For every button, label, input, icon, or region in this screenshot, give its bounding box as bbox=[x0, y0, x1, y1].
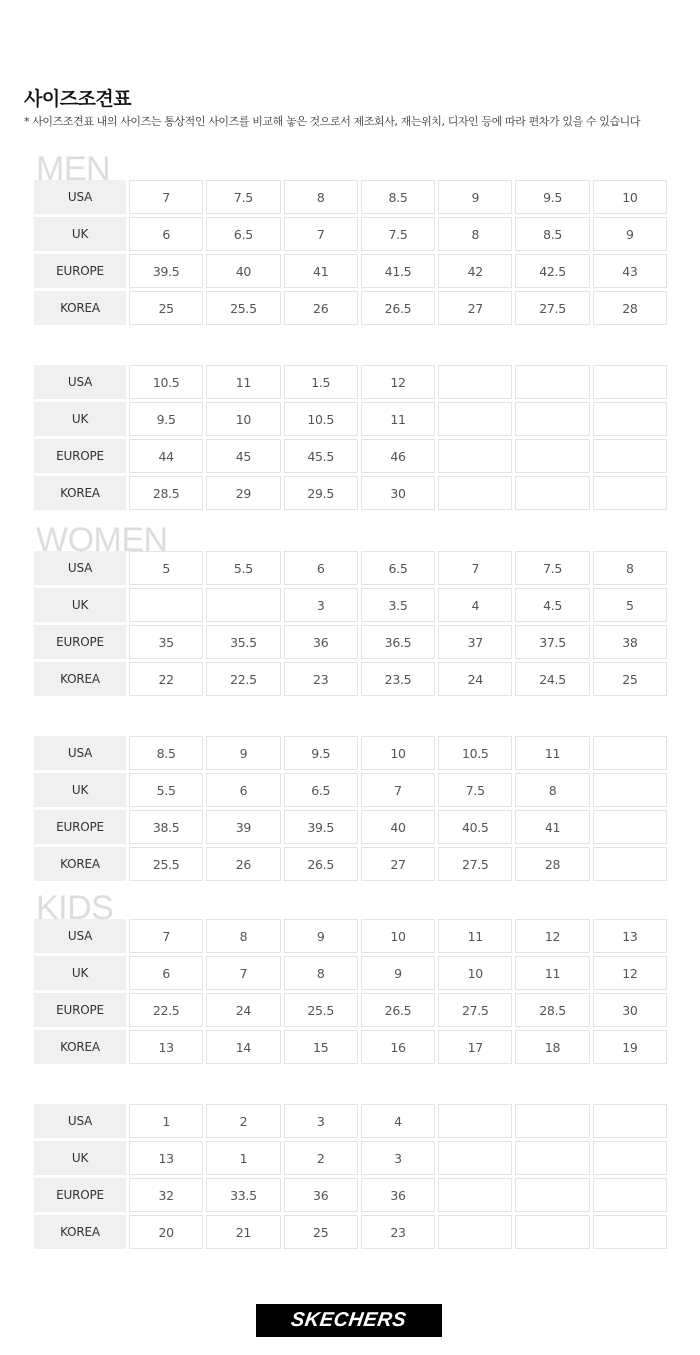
size-cell: 2 bbox=[206, 1104, 280, 1138]
size-cell: 1 bbox=[129, 1104, 203, 1138]
size-cell bbox=[438, 1104, 512, 1138]
size-cell: 11 bbox=[515, 956, 589, 990]
size-cell: 27.5 bbox=[438, 847, 512, 881]
size-cell: 10 bbox=[361, 736, 435, 770]
size-cell: 13 bbox=[129, 1030, 203, 1064]
size-cell: 8 bbox=[593, 551, 667, 585]
size-cell: 13 bbox=[129, 1141, 203, 1175]
size-cell: 41 bbox=[284, 254, 358, 288]
size-cell: 24 bbox=[206, 993, 280, 1027]
size-cell: 29.5 bbox=[284, 476, 358, 510]
size-cell: 6.5 bbox=[284, 773, 358, 807]
size-cell: 11 bbox=[438, 919, 512, 953]
size-cell: 6.5 bbox=[361, 551, 435, 585]
size-cell: 28 bbox=[515, 847, 589, 881]
size-cell: 1.5 bbox=[284, 365, 358, 399]
size-cell bbox=[438, 402, 512, 436]
size-cell bbox=[515, 439, 589, 473]
size-cell: 23 bbox=[361, 1215, 435, 1249]
logo-text: SKECHERS bbox=[289, 1309, 409, 1331]
size-label-korea: KOREA bbox=[34, 662, 126, 696]
size-cell bbox=[593, 1178, 667, 1212]
size-cell: 42.5 bbox=[515, 254, 589, 288]
size-cell: 7.5 bbox=[515, 551, 589, 585]
size-cell: 14 bbox=[206, 1030, 280, 1064]
size-cell: 8 bbox=[284, 180, 358, 214]
size-cell: 7.5 bbox=[206, 180, 280, 214]
size-cell: 39 bbox=[206, 810, 280, 844]
size-cell: 26.5 bbox=[361, 993, 435, 1027]
size-cell: 40.5 bbox=[438, 810, 512, 844]
size-cell: 39.5 bbox=[284, 810, 358, 844]
size-cell: 39.5 bbox=[129, 254, 203, 288]
size-label-uk: UK bbox=[34, 956, 126, 990]
size-label-usa: USA bbox=[34, 736, 126, 770]
size-cell: 5.5 bbox=[129, 773, 203, 807]
size-cell: 20 bbox=[129, 1215, 203, 1249]
section-title: MEN bbox=[36, 150, 111, 188]
skechers-logo bbox=[256, 1304, 442, 1337]
size-cell: 35 bbox=[129, 625, 203, 659]
size-cell bbox=[593, 365, 667, 399]
size-cell bbox=[515, 365, 589, 399]
size-cell bbox=[515, 1141, 589, 1175]
size-cell: 26 bbox=[284, 291, 358, 325]
size-label-europe: EUROPE bbox=[34, 439, 126, 473]
size-cell: 22 bbox=[129, 662, 203, 696]
size-label-korea: KOREA bbox=[34, 1030, 126, 1064]
size-cell bbox=[593, 402, 667, 436]
size-cell bbox=[515, 402, 589, 436]
kids-section bbox=[34, 889, 667, 1249]
size-cell: 26 bbox=[206, 847, 280, 881]
size-cell bbox=[438, 1141, 512, 1175]
size-cell bbox=[515, 1104, 589, 1138]
size-cell: 8 bbox=[438, 217, 512, 251]
size-cell: 7 bbox=[284, 217, 358, 251]
size-cell: 41.5 bbox=[361, 254, 435, 288]
size-cell: 43 bbox=[593, 254, 667, 288]
size-cell bbox=[438, 476, 512, 510]
size-cell: 11 bbox=[515, 736, 589, 770]
size-cell: 22.5 bbox=[129, 993, 203, 1027]
size-label-europe: EUROPE bbox=[34, 993, 126, 1027]
size-cell bbox=[438, 365, 512, 399]
size-cell: 10 bbox=[361, 919, 435, 953]
size-label-usa: USA bbox=[34, 365, 126, 399]
size-label-europe: EUROPE bbox=[34, 810, 126, 844]
size-cell bbox=[515, 1178, 589, 1212]
size-cell: 5 bbox=[593, 588, 667, 622]
size-cell: 22.5 bbox=[206, 662, 280, 696]
size-cell: 6.5 bbox=[206, 217, 280, 251]
size-cell: 7 bbox=[206, 956, 280, 990]
size-cell: 26.5 bbox=[361, 291, 435, 325]
size-label-korea: KOREA bbox=[34, 1215, 126, 1249]
size-cell: 10 bbox=[438, 956, 512, 990]
size-cell: 25 bbox=[129, 291, 203, 325]
size-cell: 9 bbox=[206, 736, 280, 770]
size-cell: 12 bbox=[593, 956, 667, 990]
size-cell: 3 bbox=[361, 1141, 435, 1175]
size-cell: 7 bbox=[361, 773, 435, 807]
size-cell bbox=[593, 439, 667, 473]
size-cell: 27 bbox=[361, 847, 435, 881]
size-cell: 27.5 bbox=[515, 291, 589, 325]
size-cell: 9 bbox=[284, 919, 358, 953]
size-cell: 25 bbox=[284, 1215, 358, 1249]
size-cell: 24 bbox=[438, 662, 512, 696]
size-cell: 9 bbox=[361, 956, 435, 990]
size-cell: 37 bbox=[438, 625, 512, 659]
size-label-uk: UK bbox=[34, 773, 126, 807]
size-cell bbox=[593, 810, 667, 844]
size-cell: 19 bbox=[593, 1030, 667, 1064]
size-cell: 6 bbox=[284, 551, 358, 585]
size-label-usa: USA bbox=[34, 551, 126, 585]
women-section bbox=[34, 521, 667, 881]
size-cell: 3.5 bbox=[361, 588, 435, 622]
size-cell bbox=[206, 588, 280, 622]
size-cell: 8.5 bbox=[129, 736, 203, 770]
size-cell: 21 bbox=[206, 1215, 280, 1249]
size-label-usa: USA bbox=[34, 1104, 126, 1138]
size-cell: 38.5 bbox=[129, 810, 203, 844]
size-cell: 38 bbox=[593, 625, 667, 659]
page-title: 사이즈조견표 bbox=[24, 88, 132, 110]
size-cell: 37.5 bbox=[515, 625, 589, 659]
size-label-usa: USA bbox=[34, 180, 126, 214]
size-cell: 12 bbox=[515, 919, 589, 953]
size-cell: 24.5 bbox=[515, 662, 589, 696]
size-label-korea: KOREA bbox=[34, 847, 126, 881]
size-chart-note: * 사이즈조견표 내의 사이즈는 통상적인 사이즈를 비교해 놓은 것으로서 제조회사, 재는위치, 디자인 등에 따라 편차가 있을 수 있습니다 bbox=[24, 115, 641, 128]
size-cell: 28.5 bbox=[129, 476, 203, 510]
size-cell bbox=[438, 439, 512, 473]
size-cell bbox=[438, 1178, 512, 1212]
size-grid bbox=[34, 551, 667, 881]
size-cell: 4 bbox=[438, 588, 512, 622]
size-cell: 15 bbox=[284, 1030, 358, 1064]
size-cell: 7.5 bbox=[438, 773, 512, 807]
size-cell: 25.5 bbox=[284, 993, 358, 1027]
size-cell: 6 bbox=[206, 773, 280, 807]
size-cell: 5 bbox=[129, 551, 203, 585]
size-cell bbox=[515, 1215, 589, 1249]
size-cell: 6 bbox=[129, 217, 203, 251]
size-cell: 8.5 bbox=[361, 180, 435, 214]
size-cell: 23 bbox=[284, 662, 358, 696]
size-cell: 36 bbox=[284, 1178, 358, 1212]
size-cell: 41 bbox=[515, 810, 589, 844]
size-cell: 26.5 bbox=[284, 847, 358, 881]
size-cell: 4.5 bbox=[515, 588, 589, 622]
size-cell: 40 bbox=[206, 254, 280, 288]
size-cell: 27.5 bbox=[438, 993, 512, 1027]
size-cell: 10 bbox=[206, 402, 280, 436]
size-cell bbox=[593, 476, 667, 510]
size-cell: 10.5 bbox=[129, 365, 203, 399]
size-cell: 27 bbox=[438, 291, 512, 325]
size-cell: 40 bbox=[361, 810, 435, 844]
section-title: KIDS bbox=[36, 889, 114, 927]
size-cell: 36.5 bbox=[361, 625, 435, 659]
size-cell: 3 bbox=[284, 588, 358, 622]
size-label-europe: EUROPE bbox=[34, 254, 126, 288]
size-cell bbox=[593, 1215, 667, 1249]
size-label-europe: EUROPE bbox=[34, 1178, 126, 1212]
size-cell: 7 bbox=[438, 551, 512, 585]
size-cell: 10.5 bbox=[284, 402, 358, 436]
size-cell: 44 bbox=[129, 439, 203, 473]
size-cell: 8 bbox=[284, 956, 358, 990]
size-cell: 35.5 bbox=[206, 625, 280, 659]
size-cell: 16 bbox=[361, 1030, 435, 1064]
size-label-korea: KOREA bbox=[34, 476, 126, 510]
size-cell: 25.5 bbox=[129, 847, 203, 881]
size-cell: 28.5 bbox=[515, 993, 589, 1027]
size-cell: 4 bbox=[361, 1104, 435, 1138]
size-cell: 36 bbox=[284, 625, 358, 659]
size-label-uk: UK bbox=[34, 402, 126, 436]
size-cell: 29 bbox=[206, 476, 280, 510]
size-cell: 9.5 bbox=[515, 180, 589, 214]
size-cell: 1 bbox=[206, 1141, 280, 1175]
size-label-europe: EUROPE bbox=[34, 625, 126, 659]
size-cell: 9.5 bbox=[129, 402, 203, 436]
size-cell bbox=[593, 773, 667, 807]
size-grid bbox=[34, 180, 667, 510]
size-cell: 7.5 bbox=[361, 217, 435, 251]
size-cell bbox=[129, 588, 203, 622]
size-cell bbox=[438, 1215, 512, 1249]
size-cell: 7 bbox=[129, 180, 203, 214]
size-cell: 13 bbox=[593, 919, 667, 953]
size-cell: 9 bbox=[438, 180, 512, 214]
size-cell: 10.5 bbox=[438, 736, 512, 770]
size-cell: 8 bbox=[515, 773, 589, 807]
size-cell: 28 bbox=[593, 291, 667, 325]
size-label-uk: UK bbox=[34, 1141, 126, 1175]
size-label-uk: UK bbox=[34, 217, 126, 251]
size-cell: 7 bbox=[129, 919, 203, 953]
size-cell: 2 bbox=[284, 1141, 358, 1175]
size-cell: 3 bbox=[284, 1104, 358, 1138]
size-label-korea: KOREA bbox=[34, 291, 126, 325]
size-cell: 32 bbox=[129, 1178, 203, 1212]
size-cell: 5.5 bbox=[206, 551, 280, 585]
size-cell bbox=[593, 736, 667, 770]
size-cell bbox=[593, 1104, 667, 1138]
size-cell: 11 bbox=[206, 365, 280, 399]
size-cell: 17 bbox=[438, 1030, 512, 1064]
size-cell: 42 bbox=[438, 254, 512, 288]
size-cell: 46 bbox=[361, 439, 435, 473]
size-cell: 30 bbox=[361, 476, 435, 510]
size-cell: 9.5 bbox=[284, 736, 358, 770]
size-label-usa: USA bbox=[34, 919, 126, 953]
men-section bbox=[34, 150, 667, 510]
size-cell bbox=[515, 476, 589, 510]
size-cell: 6 bbox=[129, 956, 203, 990]
size-label-uk: UK bbox=[34, 588, 126, 622]
size-cell: 12 bbox=[361, 365, 435, 399]
size-cell: 23.5 bbox=[361, 662, 435, 696]
size-cell bbox=[593, 847, 667, 881]
size-cell: 8 bbox=[206, 919, 280, 953]
size-cell bbox=[593, 1141, 667, 1175]
size-cell: 25 bbox=[593, 662, 667, 696]
size-cell: 30 bbox=[593, 993, 667, 1027]
size-cell: 10 bbox=[593, 180, 667, 214]
size-cell: 45 bbox=[206, 439, 280, 473]
size-cell: 45.5 bbox=[284, 439, 358, 473]
size-grid bbox=[34, 919, 667, 1249]
size-cell: 36 bbox=[361, 1178, 435, 1212]
size-cell: 25.5 bbox=[206, 291, 280, 325]
section-title: WOMEN bbox=[36, 521, 168, 559]
size-cell: 33.5 bbox=[206, 1178, 280, 1212]
size-cell: 8.5 bbox=[515, 217, 589, 251]
size-cell: 11 bbox=[361, 402, 435, 436]
size-cell: 9 bbox=[593, 217, 667, 251]
size-cell: 18 bbox=[515, 1030, 589, 1064]
